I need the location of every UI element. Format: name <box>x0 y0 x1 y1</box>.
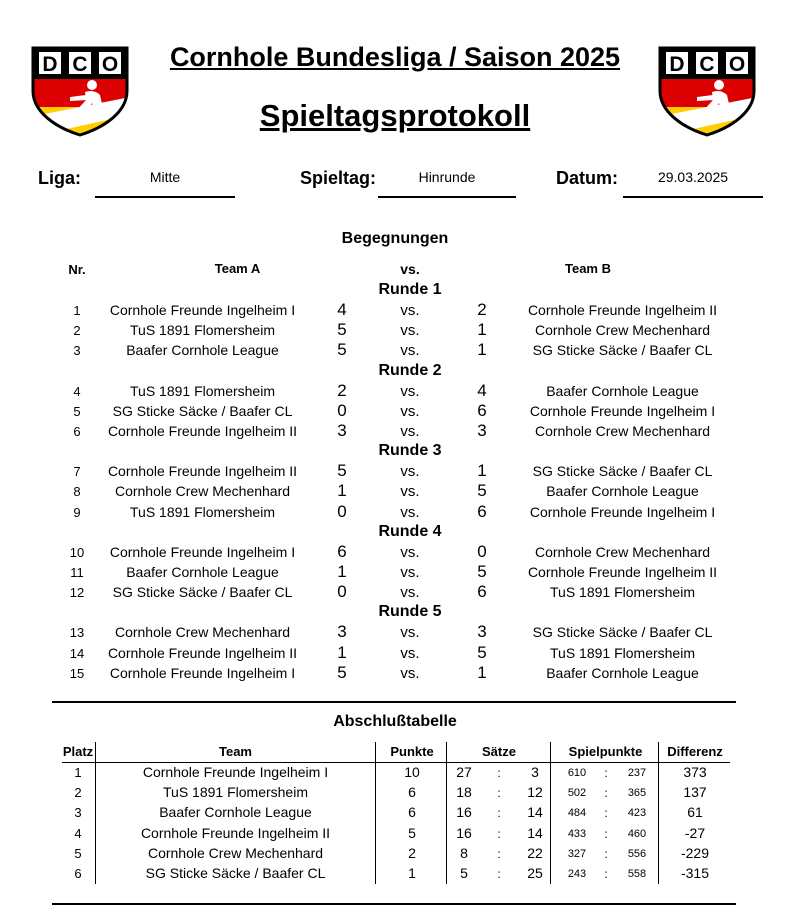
match-row <box>0 380 790 403</box>
team-b-score: 0 <box>477 541 487 561</box>
team-a-score: 0 <box>337 400 347 420</box>
vs-label: vs. <box>400 342 420 360</box>
team-b-name: TuS 1891 Flomersheim <box>550 644 695 661</box>
team-b-name: SG Sticke Säcke / Baafer CL <box>532 624 713 641</box>
match-number: 14 <box>69 645 85 661</box>
team-b-score: 4 <box>477 380 487 400</box>
rank: 4 <box>74 825 82 841</box>
sets-separator: : <box>497 846 501 861</box>
vs-label: vs. <box>400 302 420 319</box>
sets-lost: 3 <box>531 764 539 780</box>
team-b-name: Baafer Cornhole League <box>546 382 699 399</box>
rank: 1 <box>74 765 82 780</box>
sets-separator: : <box>497 786 501 801</box>
game-points-against: 365 <box>627 787 647 800</box>
standings-header-saetze: Sätze <box>482 744 516 759</box>
match-number: 10 <box>69 544 85 560</box>
team-a-name: Baafer Cornhole League <box>126 564 279 580</box>
match-number: 3 <box>73 343 81 359</box>
game-points-for: 433 <box>567 827 587 840</box>
match-row <box>0 642 790 665</box>
vs-label: vs. <box>400 503 420 521</box>
vs-label: vs. <box>400 644 420 662</box>
team-a-name: Cornhole Freunde Ingelheim II <box>107 423 298 439</box>
team-name: Baafer Cornhole League <box>159 804 312 821</box>
svg-text:D: D <box>42 53 58 76</box>
round-label: Runde 3 <box>378 442 442 460</box>
match-row <box>0 624 790 644</box>
game-points-separator: : <box>604 806 608 821</box>
points: 2 <box>408 844 416 861</box>
team-b-name: Cornhole Freunde Ingelheim II <box>527 564 718 580</box>
team-b-score: 6 <box>477 582 487 602</box>
match-row <box>0 584 790 604</box>
standings-row <box>0 825 790 845</box>
vs-label: vs. <box>400 483 420 501</box>
datum-label: Datum: <box>556 168 618 188</box>
match-row <box>0 564 790 584</box>
match-number: 4 <box>73 383 81 399</box>
round-label: Runde 1 <box>378 281 442 298</box>
difference: 61 <box>687 804 703 821</box>
match-row <box>0 322 790 342</box>
matches-title: Begegnungen <box>341 230 449 247</box>
team-a-score: 1 <box>337 642 347 662</box>
rank: 2 <box>74 785 82 801</box>
match-number: 5 <box>73 403 81 419</box>
liga-label: Liga: <box>38 168 81 188</box>
team-b-name: Baafer Cornhole League <box>546 483 699 500</box>
points: 6 <box>408 804 416 821</box>
team-b-score: 3 <box>477 622 487 642</box>
svg-text:O: O <box>101 53 119 76</box>
vs-label: vs. <box>400 402 420 420</box>
game-points-for: 243 <box>567 868 587 880</box>
spieltag-label: Spieltag: <box>300 168 377 188</box>
team-b-score: 5 <box>477 562 487 581</box>
game-points-against: 556 <box>627 847 647 860</box>
match-number: 6 <box>73 424 81 439</box>
match-row <box>0 302 790 322</box>
team-b-name: Cornhole Freunde Ingelheim I <box>529 402 716 419</box>
game-points-separator: : <box>604 846 608 861</box>
team-a-name: Baafer Cornhole League <box>126 342 279 359</box>
game-points-separator: : <box>604 826 608 841</box>
team-b-score: 1 <box>477 340 487 360</box>
match-number: 8 <box>73 484 81 500</box>
match-number: 2 <box>73 323 81 339</box>
team-name: TuS 1891 Flomersheim <box>163 784 308 801</box>
sets-separator: : <box>497 806 501 821</box>
match-row <box>0 541 790 564</box>
team-a-score: 3 <box>337 421 347 440</box>
match-number: 11 <box>70 565 84 580</box>
team-a-name: Cornhole Crew Mechenhard <box>114 624 291 641</box>
team-a-name: SG Sticke Säcke / Baafer CL <box>112 402 293 419</box>
team-a-score: 5 <box>337 461 347 481</box>
game-points-against: 558 <box>627 868 647 880</box>
round-label: Runde 2 <box>378 361 442 379</box>
header-vs: vs. <box>400 261 420 277</box>
sets-separator: : <box>497 766 501 780</box>
sets-won: 18 <box>456 784 472 801</box>
game-points-for: 502 <box>567 787 587 800</box>
team-b-score: 6 <box>477 400 487 420</box>
standings-header-spielpunkte: Spielpunkte <box>568 744 643 759</box>
match-number: 7 <box>73 464 81 480</box>
team-b-name: Cornhole Freunde Ingelheim I <box>529 503 716 520</box>
team-name: Cornhole Freunde Ingelheim I <box>142 764 329 780</box>
standings-header-line <box>62 762 730 763</box>
standings-row <box>0 764 790 784</box>
game-points-against: 237 <box>627 767 647 779</box>
liga-value: Mitte <box>149 169 181 185</box>
team-b-score: 6 <box>477 501 487 521</box>
sets-lost: 22 <box>527 844 543 861</box>
vs-label: vs. <box>400 543 420 561</box>
standings-row <box>0 845 790 865</box>
spieltag-value: Hinrunde <box>418 169 476 185</box>
match-row <box>0 463 790 483</box>
sets-won: 8 <box>460 844 468 861</box>
sets-separator: : <box>497 867 501 881</box>
standings-row <box>0 804 790 824</box>
team-a-score: 0 <box>337 582 347 602</box>
sets-lost: 14 <box>527 804 543 821</box>
standings-row <box>0 784 790 804</box>
vs-label: vs. <box>400 664 420 682</box>
datum-underline <box>623 196 763 198</box>
match-row <box>0 400 790 423</box>
team-a-name: Cornhole Freunde Ingelheim II <box>107 463 298 480</box>
match-row <box>0 501 790 524</box>
team-a-name: Cornhole Freunde Ingelheim II <box>107 644 298 661</box>
header-team-b: Team B <box>565 261 611 276</box>
vs-label: vs. <box>400 463 420 481</box>
team-a-name: Cornhole Freunde Ingelheim I <box>109 543 296 560</box>
game-points-against: 423 <box>627 807 647 820</box>
sets-won: 16 <box>456 824 472 841</box>
rank: 6 <box>74 866 82 881</box>
team-a-name: Cornhole Freunde Ingelheim I <box>109 302 296 318</box>
liga-underline <box>95 196 235 198</box>
difference: -27 <box>684 824 706 841</box>
vs-label: vs. <box>400 584 420 602</box>
team-b-name: Cornhole Crew Mechenhard <box>534 543 711 560</box>
sets-lost: 25 <box>527 865 543 881</box>
datum-value: 29.03.2025 <box>657 169 729 185</box>
team-b-score: 1 <box>477 320 487 340</box>
team-name: SG Sticke Säcke / Baafer CL <box>145 865 326 881</box>
game-points-for: 610 <box>567 767 587 779</box>
sets-won: 16 <box>456 804 472 821</box>
game-points-against: 460 <box>627 827 647 840</box>
team-b-score: 1 <box>477 461 487 481</box>
difference: 137 <box>683 784 707 801</box>
team-a-name: Cornhole Crew Mechenhard <box>114 483 291 500</box>
standings-title: Abschlußtabelle <box>333 713 457 730</box>
team-b-name: Baafer Cornhole League <box>546 664 699 681</box>
team-a-score: 5 <box>337 320 347 340</box>
vs-label: vs. <box>400 624 420 642</box>
svg-text:D: D <box>669 53 685 76</box>
team-b-name: SG Sticke Säcke / Baafer CL <box>532 342 713 359</box>
team-b-name: Cornhole Freunde Ingelheim II <box>527 302 718 318</box>
team-a-score: 2 <box>337 380 347 400</box>
match-number: 9 <box>73 504 81 520</box>
team-name: Cornhole Crew Mechenhard <box>147 844 324 861</box>
team-b-name: SG Sticke Säcke / Baafer CL <box>532 463 713 480</box>
team-a-score: 0 <box>337 501 347 521</box>
section-divider <box>52 701 736 703</box>
spieltag-underline <box>378 196 516 198</box>
team-a-score: 4 <box>337 300 347 319</box>
svg-text:O: O <box>728 53 746 76</box>
header-nr: Nr. <box>68 262 86 277</box>
svg-text:C: C <box>699 53 715 76</box>
team-b-score: 5 <box>477 481 487 501</box>
difference: -229 <box>680 844 710 861</box>
standings-header-punkte: Punkte <box>390 744 434 759</box>
team-a-score: 6 <box>337 541 347 561</box>
match-number: 1 <box>73 303 81 318</box>
game-points-for: 327 <box>567 847 587 860</box>
match-row <box>0 342 790 362</box>
match-row <box>0 423 790 443</box>
team-a-score: 5 <box>337 340 347 360</box>
standings-header-platz: Platz <box>62 744 94 759</box>
vs-label: vs. <box>400 382 420 400</box>
sets-separator: : <box>497 826 501 841</box>
difference: -315 <box>680 865 710 881</box>
standings-header-team: Team <box>219 744 252 759</box>
game-points-separator: : <box>604 766 608 780</box>
header-team-a: Team A <box>214 261 261 276</box>
points: 6 <box>408 784 416 801</box>
match-row <box>0 662 790 685</box>
document-subtitle: Spieltagsprotokoll <box>259 98 531 133</box>
team-a-name: TuS 1891 Flomersheim <box>130 322 275 339</box>
vs-label: vs. <box>400 322 420 340</box>
team-b-name: TuS 1891 Flomersheim <box>550 584 695 601</box>
sets-lost: 12 <box>527 784 543 801</box>
bottom-divider <box>52 903 736 905</box>
game-points-for: 484 <box>567 807 587 820</box>
points: 5 <box>408 824 416 841</box>
team-a-score: 1 <box>337 562 347 581</box>
game-points-separator: : <box>604 786 608 801</box>
team-a-score: 5 <box>337 662 347 682</box>
difference: 373 <box>683 764 707 780</box>
team-b-score: 1 <box>477 662 487 682</box>
team-a-name: TuS 1891 Flomersheim <box>130 382 275 399</box>
rank: 3 <box>74 805 82 821</box>
team-a-name: SG Sticke Säcke / Baafer CL <box>112 584 293 601</box>
team-a-name: TuS 1891 Flomersheim <box>130 503 275 520</box>
sets-won: 27 <box>456 764 472 780</box>
svg-text:C: C <box>72 53 88 76</box>
team-a-score: 1 <box>337 481 347 501</box>
team-b-score: 5 <box>477 642 487 662</box>
match-number: 13 <box>69 625 85 641</box>
vs-label: vs. <box>400 423 420 440</box>
team-b-name: Cornhole Crew Mechenhard <box>534 322 711 339</box>
sets-lost: 14 <box>527 824 543 841</box>
rank: 5 <box>74 845 82 861</box>
standings-header-differenz: Differenz <box>667 744 723 759</box>
game-points-separator: : <box>604 867 608 881</box>
points: 10 <box>404 764 420 780</box>
document-title: Cornhole Bundesliga / Saison 2025 <box>169 42 621 72</box>
team-b-score: 2 <box>477 300 487 319</box>
points: 1 <box>408 865 416 881</box>
vs-label: vs. <box>400 564 420 581</box>
match-number: 12 <box>69 585 85 601</box>
standings-row <box>0 865 790 885</box>
round-label: Runde 5 <box>378 603 442 621</box>
team-b-score: 3 <box>477 421 487 440</box>
team-a-name: Cornhole Freunde Ingelheim I <box>109 664 296 681</box>
team-name: Cornhole Freunde Ingelheim II <box>140 824 331 841</box>
match-row <box>0 483 790 503</box>
round-label: Runde 4 <box>378 522 442 540</box>
match-number: 15 <box>69 665 85 681</box>
sets-won: 5 <box>460 865 468 881</box>
team-b-name: Cornhole Crew Mechenhard <box>534 423 711 439</box>
team-a-score: 3 <box>337 622 347 642</box>
